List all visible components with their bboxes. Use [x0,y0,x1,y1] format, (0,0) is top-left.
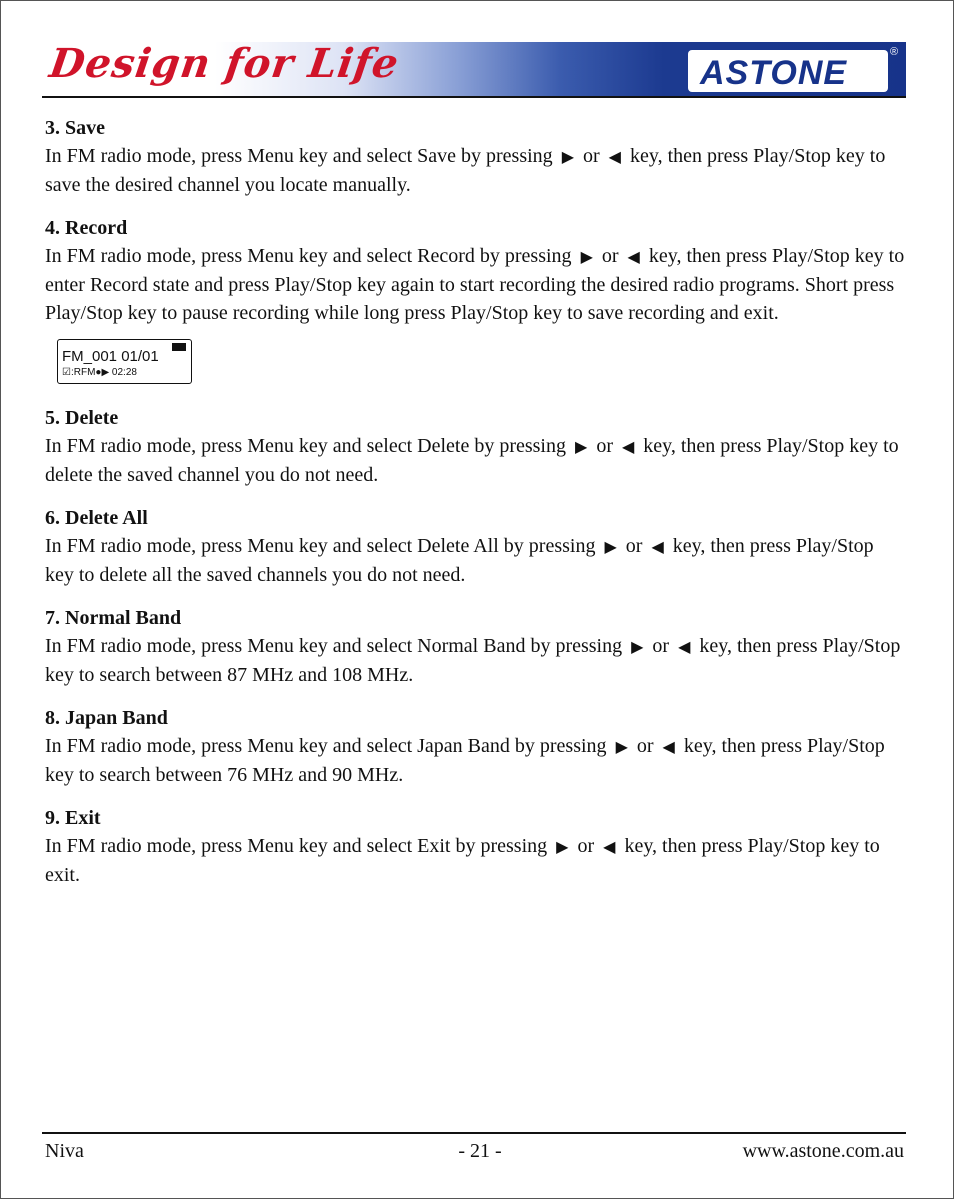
section-text: In FM radio mode, press Menu key and select Delete by pressing ▶ or ◀ key, then press Play/Stop key to delete the saved channel you do not need. [45,435,899,486]
section-text: In FM radio mode, press Menu key and select Japan Band by pressing ▶ or ◀ key, then press Play/Stop key to search between 76 MHz and 90 MHz. [45,735,885,786]
footer-rule [42,1132,906,1134]
right-arrow-icon: ▶ [631,637,644,656]
astone-logo-text: ASTONE [700,54,848,92]
battery-icon [172,343,186,351]
left-arrow-icon: ◀ [603,837,616,856]
lcd-line-2: ☑:RFM●▶ 02:28 [62,367,137,378]
lcd-line-1: FM_001 01/01 [62,348,159,365]
section-normal-band [45,604,907,689]
registered-mark: ® [890,46,899,58]
left-arrow-icon: ◀ [608,147,621,166]
left-arrow-icon: ◀ [651,537,664,556]
section-title: 5. Delete [45,407,119,429]
left-arrow-icon: ◀ [662,737,675,756]
section-japan-band [45,704,907,789]
tagline-logo: Design for Life [46,40,403,87]
section-text: In FM radio mode, press Menu key and select Normal Band by pressing ▶ or ◀ key, then press Play/Stop key to search between 87 MHz and 108 MHz. [45,635,901,686]
section-title: 9. Exit [45,807,101,829]
section-title: 7. Normal Band [45,607,182,629]
footer-website: www.astone.com.au [742,1140,904,1162]
section-title: 8. Japan Band [45,707,168,729]
section-save [45,114,907,199]
right-arrow-icon: ▶ [580,247,593,266]
lcd-screen-preview [57,339,192,384]
section-text: In FM radio mode, press Menu key and select Delete All by pressing ▶ or ◀ key, then press Play/Stop key to delete all the saved channels you do not need. [45,535,874,586]
footer-model-name: Niva [45,1140,84,1162]
left-arrow-icon: ◀ [678,637,691,656]
astone-logo [688,50,888,92]
right-arrow-icon: ▶ [561,147,574,166]
section-text: In FM radio mode, press Menu key and select Exit by pressing ▶ or ◀ key, then press Play/Stop key to exit. [45,835,880,886]
section-delete-all [45,504,907,589]
section-delete [45,404,907,489]
left-arrow-icon: ◀ [621,437,635,456]
header-rule [42,96,906,98]
right-arrow-icon: ▶ [604,537,617,556]
section-exit [45,804,907,889]
section-record [45,214,907,327]
section-title: 3. Save [45,117,105,139]
page-number: - 21 - [458,1140,502,1162]
section-title: 4. Record [45,217,128,239]
right-arrow-icon: ▶ [615,737,628,756]
manual-content [45,114,907,904]
right-arrow-icon: ▶ [556,837,569,856]
right-arrow-icon: ▶ [575,437,588,456]
section-text: In FM radio mode, press Menu key and select Record by pressing ▶ or ◀ key, then press Play/Stop key to enter Record state and press Play/Stop key again to start recording the desired radio programs. Short press Play/Stop key to pause recording while long press Play/Stop key to save recording and exit. [45,245,905,324]
section-text: In FM radio mode, press Menu key and select Save by pressing ▶ or ◀ key, then press Play/Stop key to save the desired channel you locate manually. [45,145,886,196]
left-arrow-icon: ◀ [627,247,640,266]
section-title: 6. Delete All [45,507,148,529]
